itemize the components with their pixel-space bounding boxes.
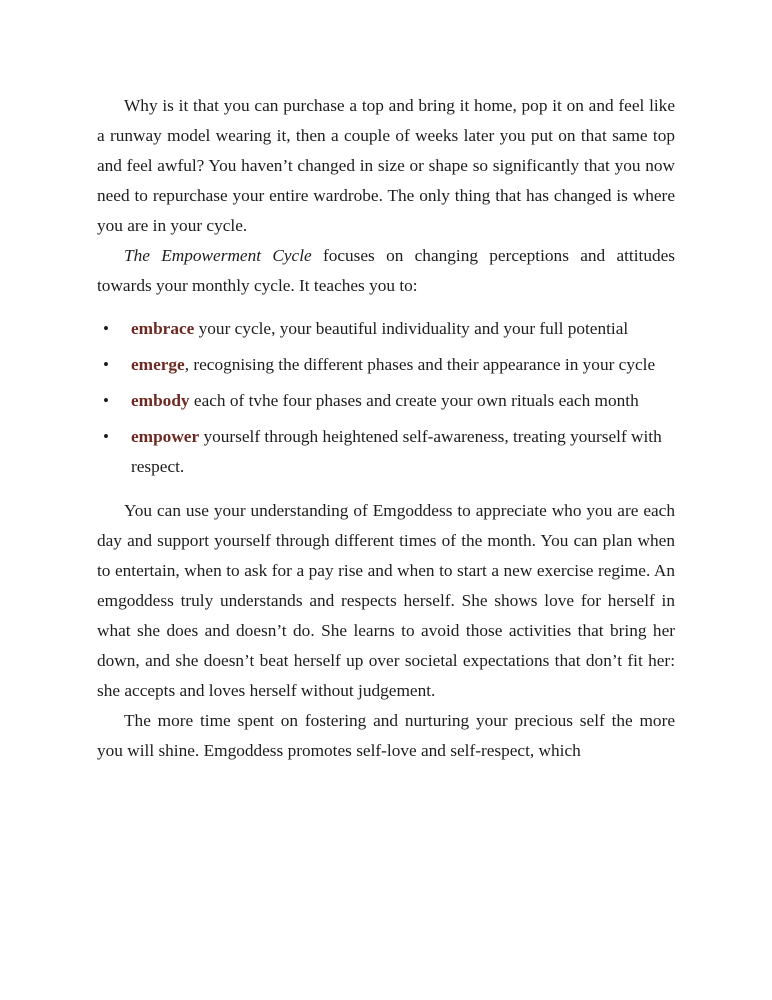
bullet-keyword: embody — [131, 391, 190, 410]
bullet-text: your cycle, your beautiful individuality and your full potential — [194, 319, 629, 338]
bullet-keyword: empower — [131, 427, 200, 446]
bullet-keyword: embrace — [131, 319, 195, 338]
paragraph-intro: Why is it that you can purchase a top and bring it home, pop it on and feel like a runway model wearing it, then a couple of weeks later you put on that same top and feel awful? You haven’t changed in size or shape so significantly that you now need to repurchase your entire wardrobe. The only thing that has changed is where you are in your cycle. — [97, 96, 675, 235]
document-page — [97, 91, 675, 766]
list-item — [97, 350, 675, 380]
bullet-icon: • — [103, 355, 109, 374]
book-title: The Empowerment Cycle — [124, 246, 312, 265]
list-item — [97, 386, 675, 416]
paragraph-self-love: The more time spent on fostering and nurturing your precious self the more you will shine. Emgoddess promotes self-love and self-respect, which — [97, 711, 675, 760]
bullet-list — [97, 314, 675, 482]
paragraph-text: focuses on changing perceptions and attitudes towards your monthly cycle. It teaches you to: — [97, 246, 675, 295]
paragraph-empowerment-cycle — [97, 241, 675, 301]
list-item — [97, 422, 675, 482]
paragraph-emgoddess-understanding: You can use your understanding of Emgoddess to appreciate who you are each day and support yourself through different times of the month. You can plan when to entertain, when to ask for a pay rise and when to start a new exercise regime. An emgoddess truly understands and respects herself. She shows love for herself in what she does and doesn’t do. She learns to avoid those activities that bring her down, and she doesn’t beat herself up over societal expectations that don’t fit her: she accepts and loves herself without judgement. — [97, 501, 675, 700]
bullet-icon: • — [103, 319, 109, 338]
bullet-icon: • — [103, 427, 109, 446]
bullet-text: each of tvhe four phases and create your own rituals each month — [189, 391, 639, 410]
bullet-icon: • — [103, 391, 109, 410]
bullet-text: , recognising the different phases and their appearance in your cycle — [184, 355, 656, 374]
list-item — [97, 314, 675, 344]
bullet-text: yourself through heightened self-awareness, treating yourself with respect. — [131, 427, 662, 476]
bullet-keyword: emerge — [131, 355, 185, 374]
